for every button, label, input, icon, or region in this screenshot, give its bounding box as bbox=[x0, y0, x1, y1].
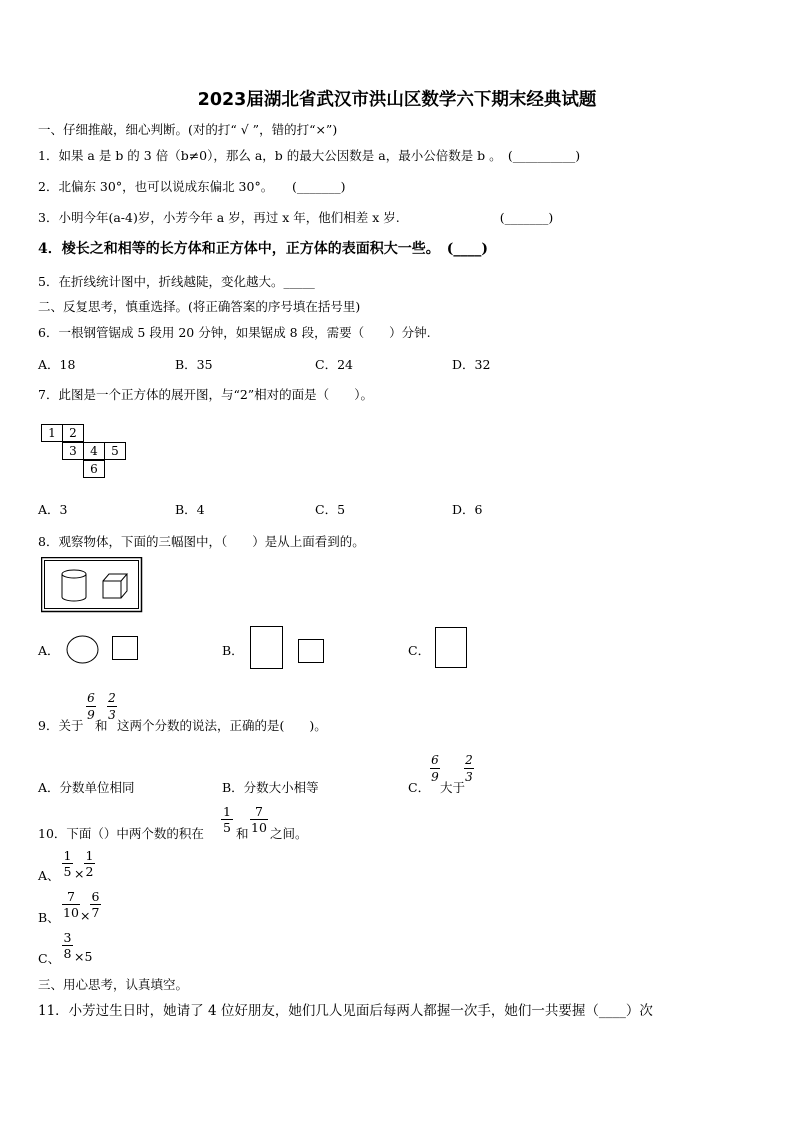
times-sign: × bbox=[74, 866, 85, 881]
option: C． bbox=[408, 643, 431, 658]
fraction: 6 9 bbox=[87, 691, 95, 722]
option: B、 bbox=[38, 910, 60, 925]
option: A． bbox=[38, 643, 60, 658]
option: B． bbox=[222, 643, 244, 658]
option: A．3 bbox=[38, 502, 68, 517]
question-1: 1．如果 a 是 b 的 3 倍（b≠0），那么 a，b 的最大公因数是 a，最小公倍数是 b 。 (__________) bbox=[38, 148, 581, 163]
net-face: 5 bbox=[104, 442, 126, 460]
fraction: 7 10 bbox=[251, 804, 267, 835]
option: D．32 bbox=[452, 357, 491, 372]
circle-view-icon bbox=[66, 635, 100, 665]
option: B．4 bbox=[175, 502, 205, 517]
fraction: 2 3 bbox=[108, 691, 116, 722]
option: B．分数大小相等 bbox=[222, 780, 319, 795]
question-8: 8．观察物体，下面的三幅图中，（ ）是从上面看到的。 bbox=[38, 534, 365, 549]
net-face: 6 bbox=[83, 460, 105, 478]
option: A．分数单位相同 bbox=[38, 780, 135, 795]
option: D．6 bbox=[452, 502, 483, 517]
option: B．35 bbox=[175, 357, 213, 372]
fraction: 6 7 bbox=[91, 889, 100, 920]
question-11: 11．小芳过生日时，她请了 4 位好朋友，她们几人见面后每两人都握一次手，她们一共要握（____）次 bbox=[38, 1003, 653, 1019]
section-heading-2: 二、反复思考，慎重选择。(将正确答案的序号填在括号里) bbox=[38, 299, 361, 314]
question-3: 3．小明今年(a-4)岁，小芳今年 a 岁，再过 x 年，他们相差 x 岁. (_______) bbox=[38, 210, 554, 225]
net-face: 3 bbox=[62, 442, 84, 460]
fraction: 7 10 bbox=[63, 889, 79, 920]
question-4: 4．棱长之和相等的长方体和正方体中，正方体的表面积大一些。 (____) bbox=[38, 241, 488, 257]
net-face: 2 bbox=[62, 424, 84, 442]
question-7: 7．此图是一个正方体的展开图，与“2”相对的面是（ ）。 bbox=[38, 387, 373, 402]
square-view-icon bbox=[112, 636, 140, 662]
option: A、 bbox=[38, 868, 60, 883]
fraction: 3 8 bbox=[63, 930, 72, 961]
fraction: 1 5 bbox=[63, 848, 72, 879]
fraction: 2 3 bbox=[465, 753, 473, 784]
square-view-icon bbox=[298, 639, 326, 665]
times-sign: × bbox=[80, 908, 91, 923]
tall-rect-view-icon bbox=[435, 627, 469, 669]
question-6: 6．一根钢管锯成 5 段用 20 分钟，如果锯成 8 段，需要（ ）分钟. bbox=[38, 325, 431, 340]
question-2: 2．北偏东 30°，也可以说成东偏北 30°。 (_______) bbox=[38, 179, 346, 194]
cylinder-shape bbox=[62, 570, 86, 601]
net-face: 1 bbox=[41, 424, 63, 442]
objects-figure bbox=[41, 557, 143, 613]
fraction: 6 9 bbox=[431, 753, 439, 784]
option: C． bbox=[408, 780, 431, 795]
net-face: 4 bbox=[83, 442, 105, 460]
option: A．18 bbox=[38, 357, 76, 372]
tall-rect-view-icon bbox=[250, 626, 284, 670]
question-5: 5．在折线统计图中，折线越陡，变化越大。_____ bbox=[38, 274, 315, 289]
fraction: 1 2 bbox=[85, 848, 94, 879]
section-heading-3: 三、用心思考，认真填空。 bbox=[38, 977, 189, 992]
section-heading-1: 一、仔细推敲，细心判断。(对的打“ √ ”，错的打“×”) bbox=[38, 122, 338, 137]
option: C．24 bbox=[315, 357, 353, 372]
fraction: 1 5 bbox=[221, 805, 233, 834]
page-title: 2023届湖北省武汉市洪山区数学六下期末经典试题 bbox=[197, 90, 597, 110]
option: C．5 bbox=[315, 502, 346, 517]
cube-shape bbox=[103, 574, 127, 598]
option: C、 bbox=[38, 951, 61, 966]
